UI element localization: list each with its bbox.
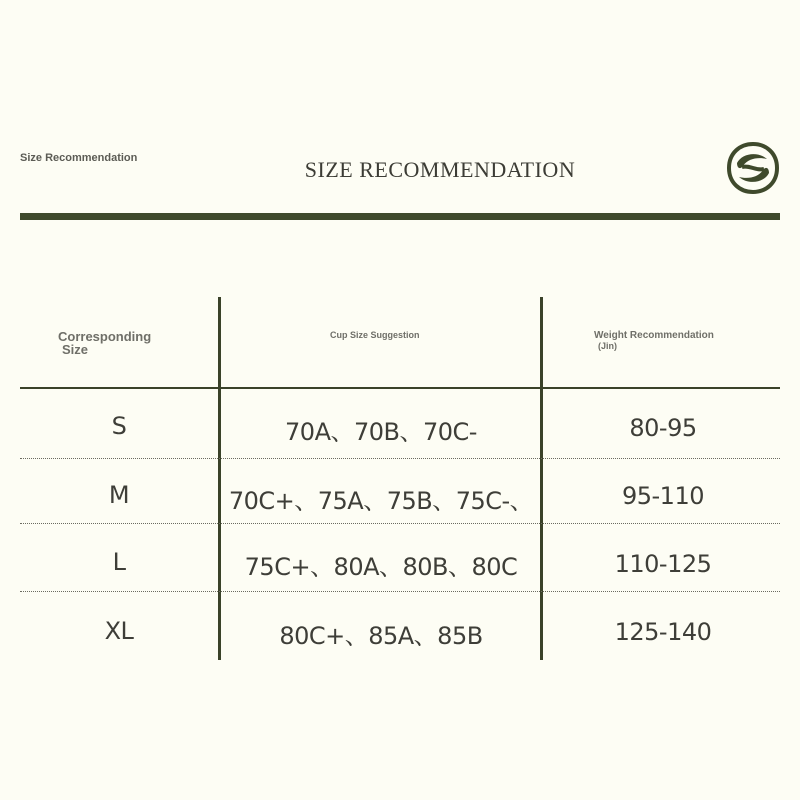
table-cell-size: S [111,412,127,440]
row-divider [20,523,780,524]
table-cell-weight: 125-140 [614,618,712,646]
s-leaf-logo-icon [726,141,780,195]
column-header-cup: Cup Size Suggestion [330,330,420,340]
table-cell-cup: 70A、70B、70C- [285,418,477,446]
column-header-size-line2: Size [62,342,89,357]
column-header-size [58,330,208,356]
size-recommendation-label: Size Recommendation [20,152,138,164]
table-cell-size: L [112,548,126,576]
table-cell-weight: 110-125 [614,550,712,578]
row-divider [20,458,780,459]
row-divider [20,591,780,592]
table-cell-weight: 80-95 [629,414,697,442]
table-cell-cup: 75C+、80A、80B、80C [244,553,518,581]
table-cell-size: M [108,481,130,509]
column-header-weight-line1: Weight Recommendation [594,330,714,341]
column-divider [540,297,543,660]
table-cell-cup: 80C+、85A、85B [279,622,483,650]
column-header-weight [594,331,774,351]
table-cell-cup: 70C+、75A、75B、75C-、 [228,487,534,515]
table-cell-weight: 95-110 [621,482,704,510]
column-header-weight-line2: (Jin) [598,341,617,351]
column-divider [218,297,221,660]
table-cell-size: XL [104,617,134,645]
header-row-divider [20,387,780,389]
header-divider [20,213,780,220]
column-header-size-line1: Corresponding [58,329,152,344]
page-title: SIZE RECOMMENDATION [304,157,576,182]
